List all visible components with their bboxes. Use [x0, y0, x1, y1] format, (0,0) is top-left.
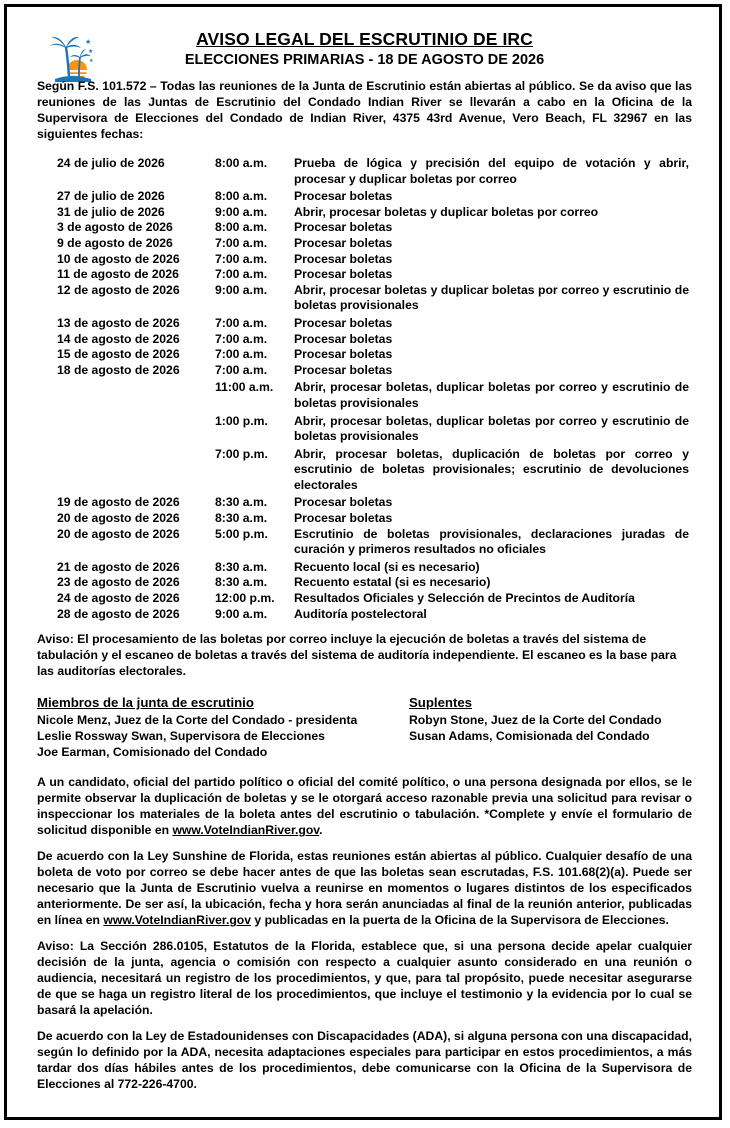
sunshine-paragraph	[37, 848, 692, 928]
schedule-date: 20 de agosto de 2026	[57, 526, 180, 541]
website-link[interactable]: www.VoteIndianRiver.gov	[172, 823, 320, 838]
schedule-time: 9:00 a.m.	[215, 282, 268, 297]
sunshine-text-end: y publicadas en la puerta de la Oficina de la Supervisora de Elecciones.	[251, 913, 669, 928]
board-member: Nicole Menz, Juez de la Corte del Condado - presidenta	[37, 713, 358, 728]
schedule-row	[57, 511, 689, 527]
schedule-row	[57, 575, 689, 591]
schedule-row	[57, 156, 689, 187]
schedule-date	[57, 378, 215, 411]
schedule-activity: Procesar boletas	[294, 235, 393, 250]
svg-text:★: ★	[89, 58, 94, 64]
schedule-date: 19 de agosto de 2026	[57, 495, 180, 510]
schedule-row	[57, 591, 689, 607]
schedule-date: 23 de agosto de 2026	[57, 575, 180, 590]
schedule-date: 10 de agosto de 2026	[57, 251, 180, 266]
alternates-heading: Suplentes	[409, 695, 473, 711]
schedule-date: 27 de julio de 2026	[57, 189, 165, 204]
schedule-row	[57, 412, 689, 445]
schedule-time: 11:00 a.m.	[215, 380, 274, 395]
schedule-activity: Prueba de lógica y precisión del equipo de votación y abrir, procesar y duplicar boletas por correo	[294, 156, 689, 186]
schedule-activity: Abrir, procesar boletas, duplicar boletas por correo y escrutinio de boletas provisionales	[294, 380, 689, 410]
schedule-date: 14 de agosto de 2026	[57, 331, 180, 346]
schedule-activity: Procesar boletas	[294, 189, 393, 204]
schedule-row	[57, 283, 689, 314]
schedule-activity: Recuento estatal (si es necesario)	[294, 575, 491, 590]
schedule-activity: Abrir, procesar boletas y duplicar boletas por correo	[294, 204, 599, 219]
schedule-activity: Escrutinio de boletas provisionales, declaraciones juradas de curación y primeros resultados no oficiales	[294, 526, 689, 557]
schedule-row	[57, 332, 689, 348]
schedule-date: 20 de agosto de 2026	[57, 511, 180, 526]
board-member: Leslie Rossway Swan, Supervisora de Elecciones	[37, 729, 325, 744]
schedule-time: 9:00 a.m.	[215, 606, 268, 621]
schedule-date: 15 de agosto de 2026	[57, 347, 180, 362]
schedule-date: 28 de agosto de 2026	[57, 606, 180, 621]
schedule-row	[57, 267, 689, 283]
schedule-time: 8:00 a.m.	[215, 156, 268, 170]
schedule-row	[57, 347, 689, 363]
schedule-date: 31 de julio de 2026	[57, 204, 165, 219]
schedule-table	[57, 156, 689, 622]
schedule-row	[57, 445, 689, 494]
schedule-date: 11 de agosto de 2026	[57, 267, 179, 282]
schedule-row	[57, 187, 689, 205]
schedule-date: 24 de agosto de 2026	[57, 591, 180, 606]
schedule-activity: Resultados Oficiales y Selección de Precintos de Auditoría	[294, 591, 635, 606]
schedule-activity: Abrir, procesar boletas y duplicar boletas por correo y escrutinio de boletas provisionales	[294, 282, 689, 313]
schedule-time: 7:00 a.m.	[215, 347, 268, 362]
schedule-activity: Procesar boletas	[294, 267, 393, 282]
schedule-activity: Auditoría postelectoral	[294, 606, 427, 621]
schedule-time: 8:00 a.m.	[215, 220, 268, 235]
candidate-text: A un candidato, oficial del partido político o oficial del comité político, o una persona designada por ellos, se le permite observar la duplicación de boletas y se le otorgará acceso razonable previa una solicitud para revisar o inspeccionar los materiales de la boleta antes del escrutinio o tabulación. *Complete y envíe el formulario de solicitud disponible en	[37, 775, 692, 838]
schedule-time: 8:30 a.m.	[215, 511, 268, 526]
schedule-date: 12 de agosto de 2026	[57, 282, 180, 297]
schedule-time: 9:00 a.m.	[215, 204, 268, 219]
schedule-row	[57, 252, 689, 268]
schedule-time: 5:00 p.m.	[215, 526, 268, 541]
alternates	[409, 695, 692, 760]
schedule-date: 18 de agosto de 2026	[57, 362, 180, 377]
schedule-row	[57, 220, 689, 236]
schedule-time: 8:30 a.m.	[215, 559, 268, 574]
schedule-activity: Abrir, procesar boletas, duplicar boletas por correo y escrutinio de boletas provisionales	[294, 413, 689, 444]
schedule-time: 12:00 p.m.	[215, 591, 275, 606]
alternate-member: Robyn Stone, Juez de la Corte del Condado	[409, 713, 662, 728]
svg-text:★: ★	[85, 38, 92, 46]
schedule-time: 7:00 a.m.	[215, 267, 268, 282]
page-title: AVISO LEGAL DEL ESCRUTINIO DE IRC	[196, 29, 533, 49]
schedule-row	[57, 493, 689, 511]
schedule-date: 3 de agosto de 2026	[57, 220, 173, 235]
intro-paragraph: Según F.S. 101.572 – Todas las reuniones de la Junta de Escrutinio están abiertas al público. Se da aviso que las reuniones de las Juntas de Escrutinio del Condado Indian River se llevarán a cabo en la Oficina de la Supervisora de Elecciones del Condado de Indian River, 4375 43rd Avenue, Vero Beach, FL 32967 en las siguientes fechas:	[37, 79, 692, 141]
schedule-activity: Procesar boletas	[294, 331, 393, 346]
schedule-row	[57, 558, 689, 576]
board-member: Joe Earman, Comisionado del Condado	[37, 745, 268, 760]
candidate-text-end: .	[319, 823, 323, 838]
schedule-activity: Procesar boletas	[294, 251, 393, 266]
candidate-paragraph	[37, 774, 692, 838]
schedule-activity: Procesar boletas	[294, 495, 393, 510]
schedule-time: 7:00 p.m.	[215, 446, 268, 461]
schedule-row	[57, 236, 689, 252]
schedule-time: 7:00 a.m.	[215, 331, 268, 346]
schedule-time: 7:00 a.m.	[215, 315, 268, 330]
schedule-time: 8:00 a.m.	[215, 189, 268, 204]
svg-text:★: ★	[88, 48, 94, 55]
schedule-date: 21 de agosto de 2026	[57, 559, 180, 574]
schedule-row	[57, 363, 689, 379]
schedule-date	[57, 412, 215, 445]
page-subtitle: ELECCIONES PRIMARIAS - 18 DE AGOSTO DE 2026	[184, 52, 545, 68]
sunshine-text: De acuerdo con la Ley Sunshine de Florida, estas reuniones están abiertas al público. Cualquier desafío de una boleta de voto por correo se debe hacer antes de que las boletas sean escrutadas, F.S. 101.68(2)(a). Puede ser necesario que la Junta de Escrutinio vuelva a reunirse en momentos o lugares distintos de los especificados anteriormente. De ser así, la ubicación, fecha y hora serán anunciadas al final de la reunión anterior, publicadas en línea en	[37, 849, 692, 928]
schedule-date: 9 de agosto de 2026	[57, 235, 173, 250]
schedule-row	[57, 378, 689, 411]
ada-paragraph: De acuerdo con la Ley de Estadounidenses con Discapacidades (ADA), si alguna persona con una discapacidad, según lo definido por la ADA, necesita adaptaciones especiales para participar en estos procedimientos, a más tardar dos días hábiles antes de los procedimientos, debe comunicarse con la Oficina de la Supervisora de Elecciones al 772-226-4700.	[37, 1029, 692, 1092]
schedule-time: 8:30 a.m.	[215, 495, 268, 510]
notice-body	[37, 29, 692, 1102]
schedule-row	[57, 205, 689, 221]
schedule-activity: Procesar boletas	[294, 347, 393, 362]
schedule-activity: Abrir, procesar boletas, duplicación de boletas por correo y escrutinio de boletas provisionales; escrutinio de devoluciones electorales	[294, 446, 689, 492]
schedule-activity: Procesar boletas	[294, 511, 393, 526]
schedule-row	[57, 314, 689, 332]
schedule-activity: Procesar boletas	[294, 220, 393, 235]
schedule-time: 7:00 a.m.	[215, 251, 268, 266]
board-members-heading: Miembros de la junta de escrutinio	[37, 695, 254, 711]
document-frame	[4, 4, 722, 1120]
appeal-paragraph: Aviso: La Sección 286.0105, Estatutos de la Florida, establece que, si una persona decide apelar cualquier decisión de la junta, agencia o comisión con respecto a cualquier asunto considerado en una reunión o audiencia, necesitará un registro de los procedimientos, y que, para tal propósito, puede necesitar asegurarse de que se haga un registro literal de los procedimientos, que incluye el testimonio y la evidencia por lo cual se basará la apelación.	[37, 939, 692, 1018]
schedule-time: 7:00 a.m.	[215, 362, 268, 377]
schedule-time: 7:00 a.m.	[215, 235, 268, 250]
processing-notice: Aviso: El procesamiento de las boletas por correo incluye la ejecución de boletas a través del sistema de tabulación y el escaneo de boletas a través del sistema de auditoría independiente. El escaneo es la base para las auditorías electorales.	[37, 632, 677, 679]
board-section	[37, 695, 692, 760]
schedule-activity: Procesar boletas	[294, 315, 393, 330]
schedule-time: 8:30 a.m.	[215, 575, 268, 590]
schedule-row	[57, 607, 689, 623]
schedule-date: 13 de agosto de 2026	[57, 315, 180, 330]
schedule-activity: Procesar boletas	[294, 362, 393, 377]
alternate-member: Susan Adams, Comisionada del Condado	[409, 729, 650, 744]
schedule-date	[57, 445, 215, 494]
website-link[interactable]: www.VoteIndianRiver.gov	[103, 913, 252, 928]
schedule-date: 24 de julio de 2026	[57, 156, 165, 170]
schedule-row	[57, 527, 689, 558]
board-members	[37, 695, 409, 760]
schedule-time: 1:00 p.m.	[215, 413, 268, 428]
schedule-activity: Recuento local (si es necesario)	[294, 559, 480, 574]
